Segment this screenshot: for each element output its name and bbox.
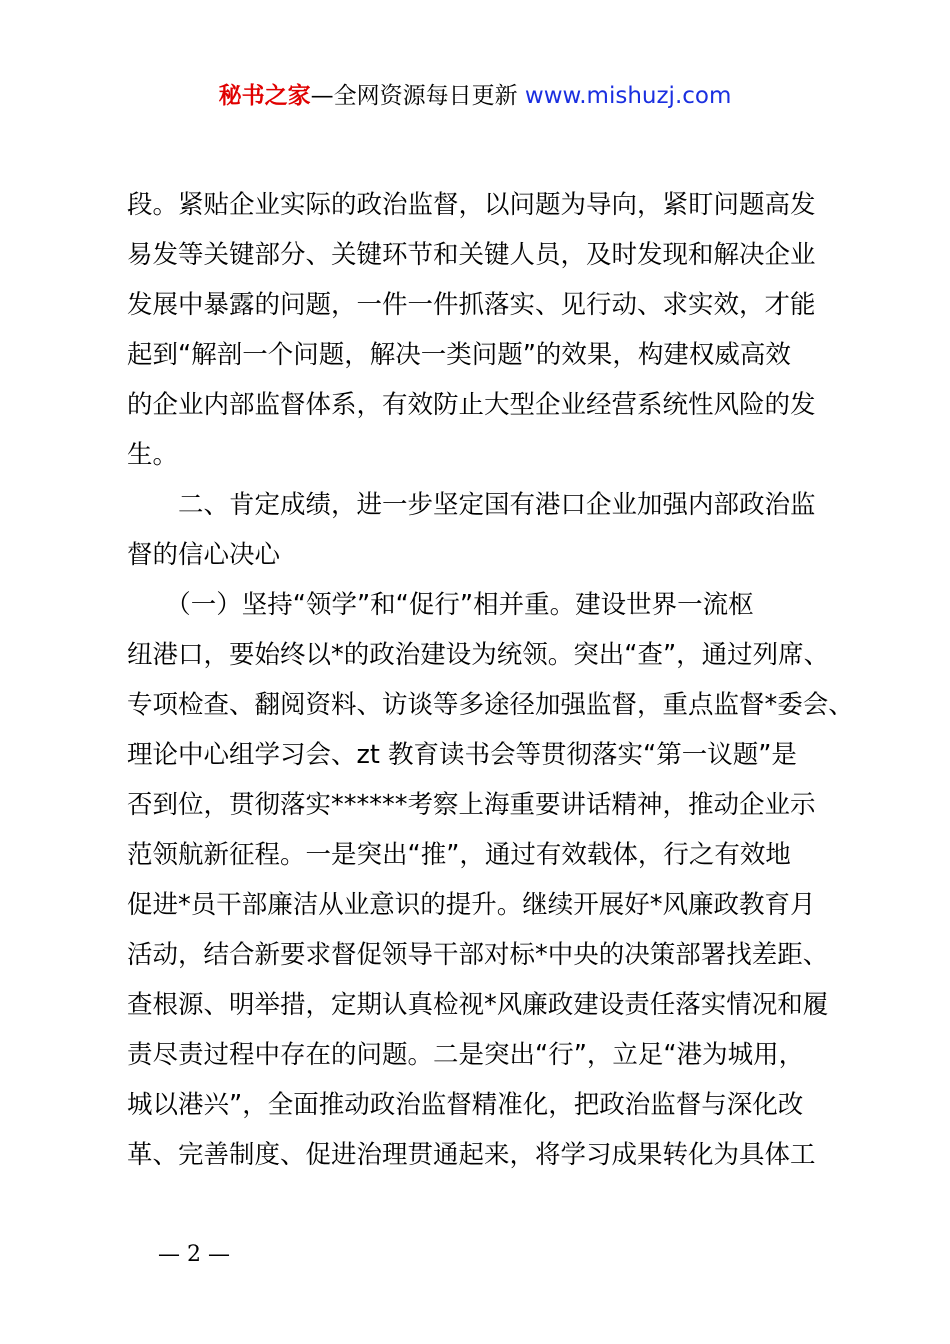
text-line: 范领航新征程。一是突出“推”，通过有效载体，行之有效地	[127, 840, 791, 870]
text-line: 纽港口，要始终以*的政治建设为统领。突出“查”，通过列席、	[127, 640, 830, 670]
text-line: （一）坚持“领学”和“促行”相并重。建设世界一流枢	[127, 590, 754, 620]
text-line: 段。紧贴企业实际的政治监督，以问题为导向，紧盯问题高发	[127, 190, 816, 220]
text-line: 的企业内部监督体系，有效防止大型企业经营系统性风险的发	[127, 390, 816, 420]
header-url[interactable]: www.mishuzj.com	[524, 83, 732, 109]
text-line: 否到位，贯彻落实******考察上海重要讲话精神，推动企业示	[127, 790, 816, 820]
text-line: 专项检查、翻阅资料、访谈等多途径加强监督，重点监督*委会、	[127, 690, 854, 720]
text-line: 生。	[127, 440, 179, 470]
header-tagline: —全网资源每日更新	[310, 83, 525, 109]
text-line: 起到“解剖一个问题，解决一类问题”的效果，构建权威高效	[127, 340, 791, 370]
text-line: 发展中暴露的问题，一件一件抓落实、见行动、求实效，才能	[127, 290, 816, 320]
text-line: 易发等关键部分、关键环节和关键人员，及时发现和解决企业	[127, 240, 816, 270]
text-line: 革、完善制度、促进治理贯通起来，将学习成果转化为具体工	[127, 1140, 816, 1170]
text-line: 城以港兴”，全面推动政治监督精准化，把政治监督与深化改	[127, 1090, 804, 1120]
page-number: — 2 —	[158, 1242, 230, 1267]
section-heading-line: 督的信心决心	[127, 540, 281, 570]
text-line: 促进*员干部廉洁从业意识的提升。继续开展好*风廉政教育月	[127, 890, 816, 920]
text-line: 责尽责过程中存在的问题。二是突出“行”，立足“港为城用，	[127, 1040, 805, 1070]
body-text	[127, 180, 854, 1180]
text-line: 活动，结合新要求督促领导干部对标*中央的决策部署找差距、	[127, 940, 829, 970]
section-heading-line: 二、肯定成绩，进一步坚定国有港口企业加强内部政治监	[127, 490, 816, 520]
text-line: 查根源、明举措，定期认真检视*风廉政建设责任落实情况和履	[127, 990, 829, 1020]
header-brand: 秘书之家	[218, 83, 311, 109]
site-header	[0, 78, 950, 114]
text-line: 理论中心组学习会、zt 教育读书会等贯彻落实“第一议题”是	[127, 740, 797, 770]
